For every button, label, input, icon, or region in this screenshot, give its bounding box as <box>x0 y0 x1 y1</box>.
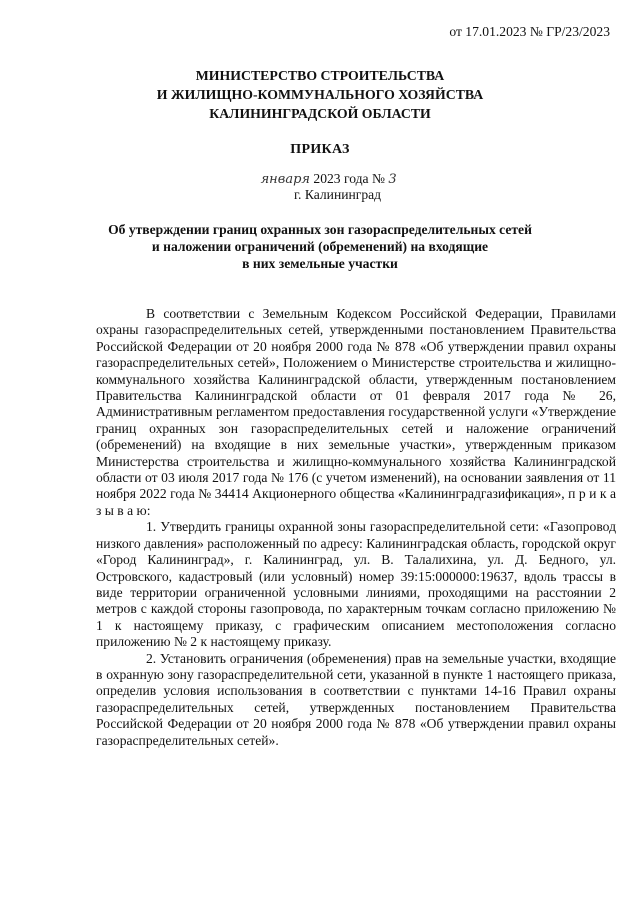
ministry-line: И ЖИЛИЩНО-КОММУНАЛЬНОГО ХОЗЯЙСТВА <box>156 87 484 102</box>
handwritten-month: января <box>260 172 310 187</box>
order-date-line <box>228 171 397 188</box>
clause-2-paragraph: 2. Установить ограничения (обременения) прав на земельные участки, входящие в охранную зону газораспределительной сети, указанной в пункте 1 настоящего приказа, определив условия использования в соответствии с пунктами 14-16 Правил охраны газораспределительных сетей, утвержденных постановлением Правительства Российской Федерации от 20 ноября 2000 года № 878 «Об утверждении правил охраны газораспределительных сетей». <box>96 650 616 748</box>
registration-date-number: от 17.01.2023 № ГР/23/2023 <box>449 24 610 39</box>
order-date-text: 2023 года № <box>313 171 385 186</box>
city-name: г. Калининград <box>294 187 382 202</box>
document-type: ПРИКАЗ <box>290 142 350 157</box>
order-body <box>96 306 616 749</box>
ministry-name <box>0 66 640 123</box>
subject-line: в них земельные участки <box>242 256 398 271</box>
ministry-line: КАЛИНИНГРАДСКОЙ ОБЛАСТИ <box>209 106 431 121</box>
clause-1-paragraph: 1. Утвердить границы охранной зоны газораспределительной сети: «Газопровод низкого давления» расположенный по адресу: Калининградская область, городской округ «Город Калининград», г. Калининград, ул. В. Талалихина, ул. Д. Бедного, ул. Островского, кадастровый (или условный) номер 39:15:000000:19637, вдоль трассы в виде территории ограниченной условными линиями, проходящими на расстоянии 2 метров с каждой стороны газопровода, по характерным точкам согласно приложению № 1 к настоящему приказу, с графическим описанием местоположения согласно приложению № 2 к настоящему приказу. <box>96 519 616 650</box>
subject-line: и наложении ограничений (обременений) на входящие <box>151 239 489 254</box>
subject-line: Об утверждении границ охранных зон газораспределительных сетей <box>108 222 532 237</box>
order-subject <box>0 221 640 272</box>
handwritten-number: 3 <box>388 172 397 187</box>
preamble-paragraph: В соответствии с Земельным Кодексом Российской Федерации, Правилами охраны газораспределительных сетей, утвержденными постановлением Правительства Российской Федерации от 20 ноября 2000 года № 878 «Об утверждении правил охраны газораспределительных сетей», Положением о Министерстве строительства и жилищно-коммунального хозяйства Калининградской области, утвержденным постановлением Правительства Калининградской области от 01 февраля 2017 года № 26, Административным регламентом предоставления государственной услуги «Утверждение границ охранных зон газораспределительных сетей и наложение ограничений (обременений) на входящие в них земельные участки», утвержденным приказом Министерства строительства и жилищно-коммунального хозяйства Калининградской области от 03 июля 2017 года № 176 (с учетом изменений), на основании заявления от 11 ноября 2022 года № 34414 Акционерного общества «Калининградгазификация», п р и к а з ы в а ю: <box>96 306 616 518</box>
ministry-line: МИНИСТЕРСТВО СТРОИТЕЛЬСТВА <box>195 68 445 83</box>
